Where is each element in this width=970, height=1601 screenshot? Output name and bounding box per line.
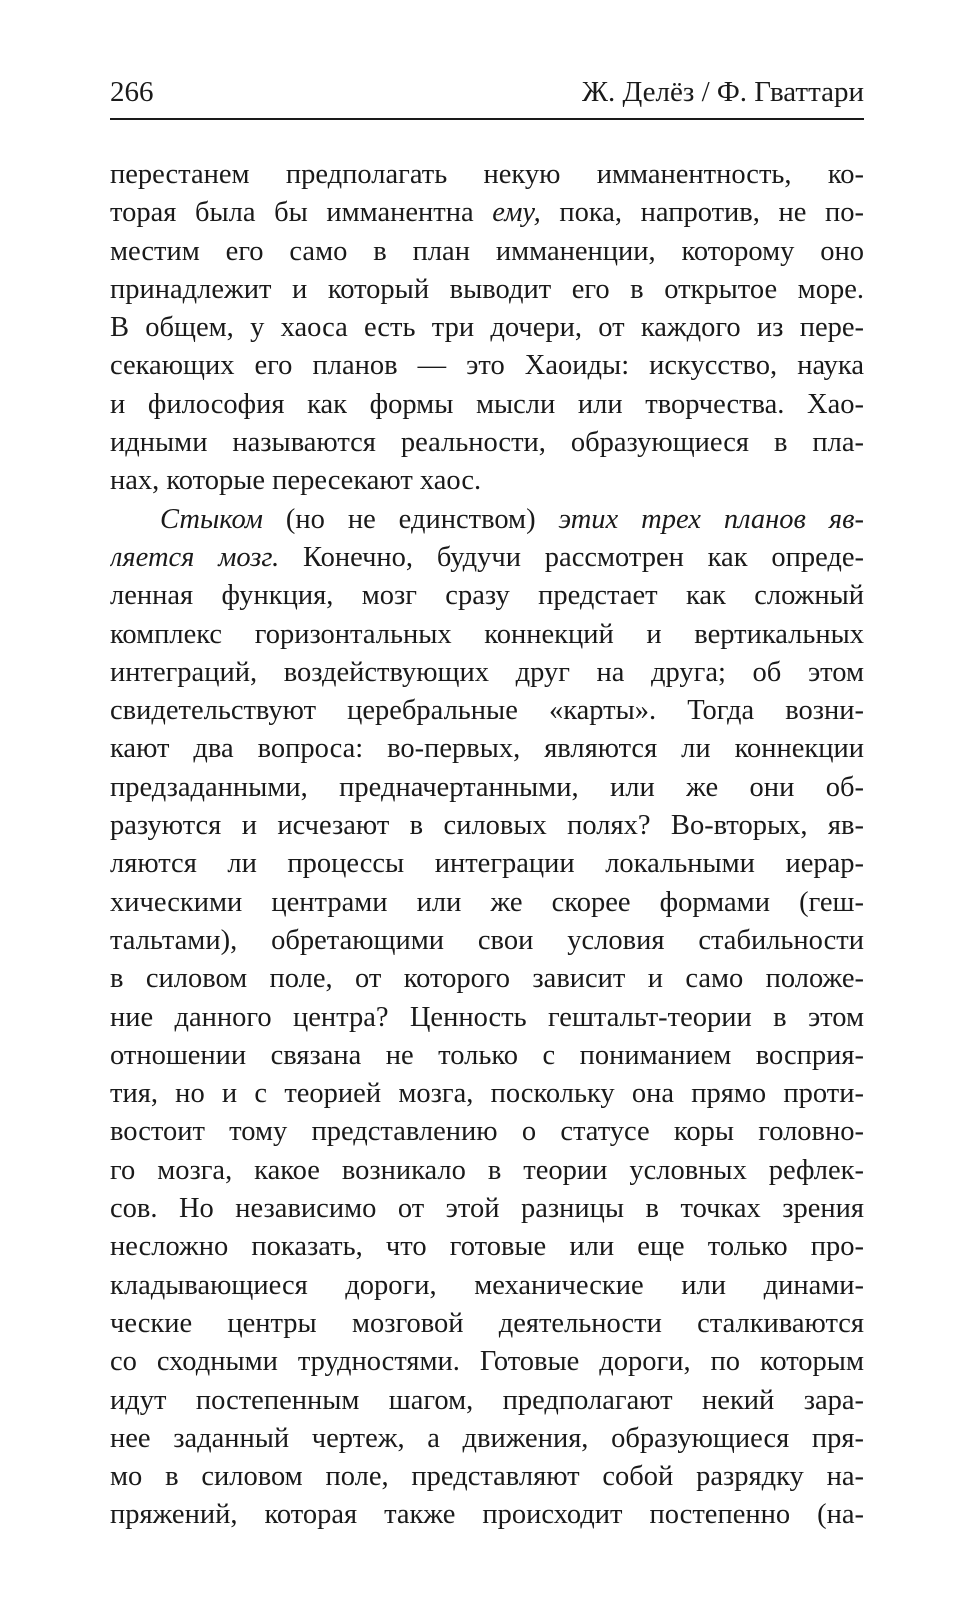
text-segment: кают два вопроса: во-первых, являются ли коннекции [110, 733, 864, 765]
text-segment: свидетельствуют церебральные «карты». Тогда возни- [110, 695, 864, 727]
text-segment: несложно показать, что готовые или еще только про- [110, 1231, 864, 1263]
text-line [110, 730, 864, 768]
text-segment: ляются ли процессы интеграции локальными иерар- [110, 848, 864, 880]
text-line [110, 577, 864, 615]
text-line [110, 999, 864, 1037]
text-line [110, 501, 864, 539]
text-segment: мо в силовом поле, представляют собой разрядку на- [110, 1461, 864, 1493]
book-page [110, 70, 864, 1535]
text-line [110, 922, 864, 960]
text-segment: пряжений, которая также происходит постепенно (на- [110, 1499, 864, 1531]
text-segment: принадлежит и который выводит его в открытое море. [110, 273, 864, 305]
text-segment: разуются и исчезают в силовых полях? Во-вторых, яв- [110, 810, 864, 842]
text-segment: востоит тому представлению о статусе коры головно- [110, 1116, 864, 1148]
text-line [110, 1382, 864, 1420]
text-segment: ленная функция, мозг сразу предстает как сложный [110, 580, 864, 612]
text-line [110, 692, 864, 730]
text-line [110, 462, 864, 500]
text-line [110, 233, 864, 271]
text-line [110, 271, 864, 309]
text-line [110, 1152, 864, 1190]
text-segment: пока, напротив, не по- [540, 197, 864, 229]
text-line [110, 1113, 864, 1151]
text-segment: Конечно, будучи рассмотрен как опреде- [279, 541, 864, 573]
text-line [110, 654, 864, 692]
text-line [110, 386, 864, 424]
text-segment: комплекс горизонтальных коннекций и вертикальных [110, 618, 864, 650]
text-line [110, 347, 864, 385]
text-line [110, 1420, 864, 1458]
text-segment: ческие центры мозговой деятельности сталкиваются [110, 1307, 864, 1339]
text-segment: (но не единством) [262, 503, 559, 535]
header-rule [110, 118, 864, 120]
text-line [110, 1458, 864, 1496]
text-segment: в силовом поле, от которого зависит и само положе- [110, 963, 864, 995]
body-text [110, 156, 864, 1535]
page-header [110, 70, 864, 114]
text-segment: сов. Но независимо от этой разницы в точках зрения [110, 1193, 864, 1225]
text-segment: перестанем предполагать некую имманентность, ко- [110, 159, 864, 190]
text-line [110, 1037, 864, 1075]
italic-text: ляется мозг. [110, 541, 280, 573]
text-segment: секающих его планов — это Хаоиды: искусство, наука [110, 350, 864, 382]
italic-text: ему, [492, 197, 541, 229]
text-segment: отношении связана не только с пониманием восприя- [110, 1039, 864, 1071]
text-segment: го мозга, какое возникало в теории условных рефлек- [110, 1154, 864, 1186]
text-line [110, 1075, 864, 1113]
italic-text: Стыком [160, 503, 263, 535]
text-line [110, 1496, 864, 1534]
text-segment: нах, которые пересекают хаос. [110, 465, 482, 497]
text-line [110, 1305, 864, 1343]
text-segment: кладывающиеся дороги, механические или динами- [110, 1269, 864, 1301]
text-segment: тия, но и с теорией мозга, поскольку она прямо проти- [110, 1078, 864, 1110]
text-line [110, 156, 864, 194]
text-line [110, 845, 864, 883]
text-segment: и философия как формы мысли или творчества. Хао- [110, 388, 864, 420]
text-segment: со сходными трудностями. Готовые дороги, по которым [110, 1346, 864, 1378]
text-line [110, 309, 864, 347]
text-segment: местим его само в план имманенции, которому оно [110, 235, 864, 267]
text-line [110, 539, 864, 577]
text-line [110, 769, 864, 807]
text-segment: В общем, у хаоса есть три дочери, от каждого из пере- [110, 312, 864, 344]
text-segment: интеграций, воздействующих друг на друга; об этом [110, 656, 864, 688]
text-line [110, 884, 864, 922]
text-segment: хическими центрами или же скорее формами (геш- [110, 886, 864, 918]
text-segment: идными называются реальности, образующиеся в пла- [110, 427, 864, 459]
text-segment: тальтами), обретающими свои условия стабильности [110, 924, 864, 956]
text-line [110, 616, 864, 654]
text-line [110, 1267, 864, 1305]
text-segment: нее заданный чертеж, а движения, образующиеся пря- [110, 1422, 864, 1454]
text-line [110, 807, 864, 845]
text-line [110, 960, 864, 998]
text-segment: предзаданными, предначертанными, или же они об- [110, 771, 864, 803]
text-line [110, 194, 864, 232]
italic-text: этих трех планов яв- [558, 503, 864, 535]
text-line [110, 1228, 864, 1266]
text-line [110, 424, 864, 462]
running-title: Ж. Делёз / Ф. Гваттари [582, 76, 864, 108]
text-segment: идут постепенным шагом, предполагают некий зара- [110, 1384, 864, 1416]
text-line [110, 1190, 864, 1228]
page-number: 266 [110, 76, 154, 108]
text-line [110, 1343, 864, 1381]
text-segment: торая была бы имманентна [110, 197, 493, 229]
text-segment: ние данного центра? Ценность гештальт-теории в этом [110, 1001, 864, 1033]
